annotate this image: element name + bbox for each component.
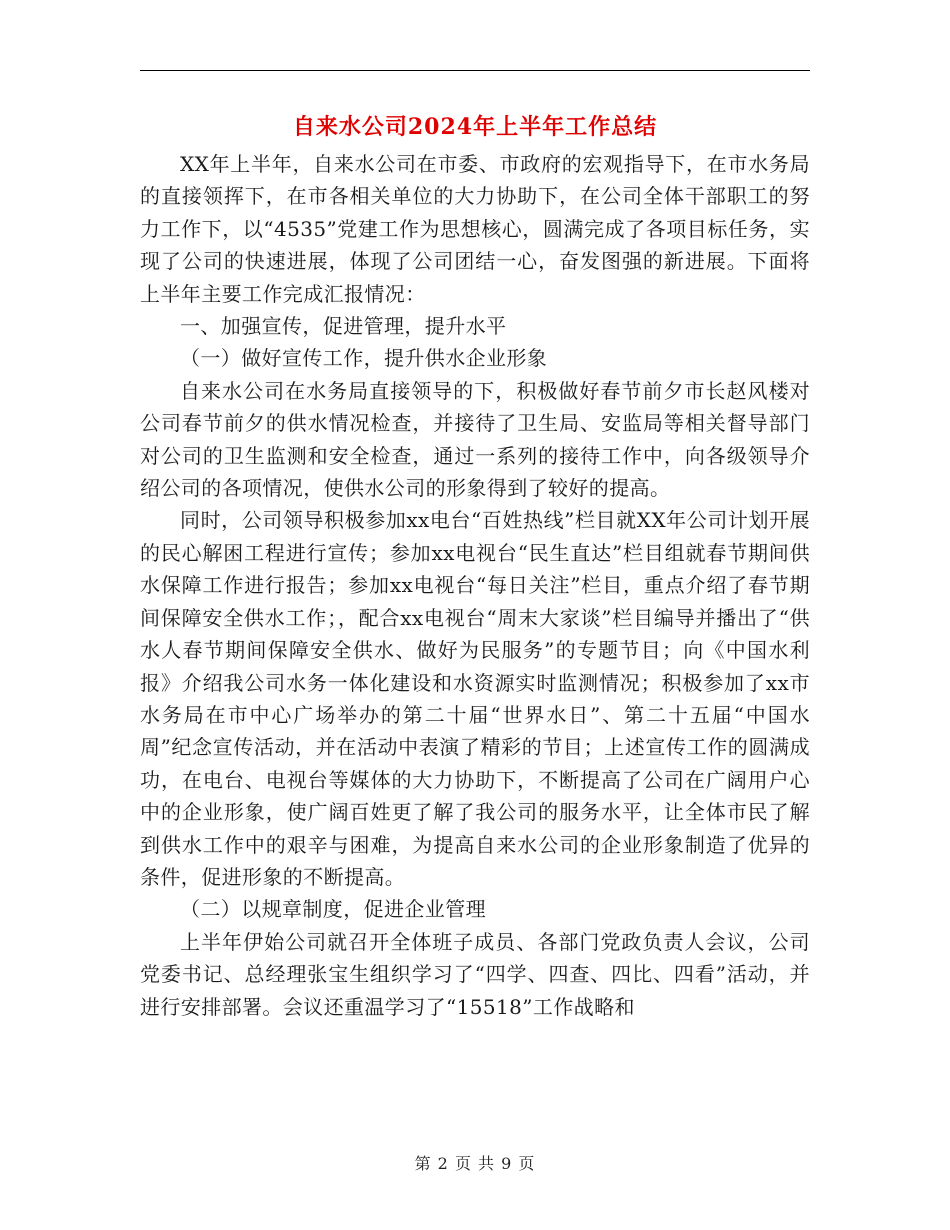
header-rule [140, 70, 810, 71]
page-number: 第 2 页 共 9 页 [414, 1154, 536, 1173]
paragraph-management: 上半年伊始公司就召开全体班子成员、各部门党政负责人会议，公司党委书记、总经理张宝生组织学习了“四学、四查、四比、四看”活动，并进行安排部署。会议还重温学习了“15518”工作战略和 [140, 929, 810, 1019]
document-title: 自来水公司2024年上半年工作总结 [292, 114, 658, 140]
subsection-heading-2: （二）以规章制度，促进企业管理 [180, 897, 486, 922]
paragraph-publicity-reception: 自来水公司在水务局直接领导的下，积极做好春节前夕市长赵风楼对公司春节前夕的供水情况检查，并接待了卫生局、安监局等相关督导部门对公司的卫生监测和安全检查，通过一系列的接待工作中，向各级领导介绍公司的各项情况，使供水公司的形象得到了较好的提高。 [140, 378, 810, 501]
paragraph-media-publicity: 同时，公司领导积极参加xx电台“百姓热线”栏目就XX年公司计划开展的民心解困工程进行宣传；参加xx电视台“民生直达”栏目组就春节期间供水保障工作进行报告；参加xx电视台“每日关注”栏目，重点介绍了春节期间保障安全供水工作；，配合xx电视台“周末大家谈”栏目编导并播出了“供水人春节期间保障安全供水、做好为民服务”的专题节目；向《中国水利报》介绍我公司水务一体化建设和水资源实时监测情况；积极参加了xx市水务局在市中心广场举办的第二十届“世界水日”、第二十五届“中国水周”纪念宣传活动，并在活动中表演了精彩的节目；上述宣传工作的圆满成功，在电台、电视台等媒体的大力协助下，不断提高了公司在广阔用户心中的企业形象，使广阔百姓更了解了我公司的服务水平，让全体市民了解到供水工作中的艰辛与困难，为提高自来水公司的企业形象制造了优异的条件，促进形象的不断提高。 [140, 508, 810, 889]
subsection-heading-1: （一）做好宣传工作，提升供水企业形象 [180, 346, 548, 371]
paragraph-intro: XX年上半年，自来水公司在市委、市政府的宏观指导下，在市水务局的直接领挥下，在市各相关单位的大力协助下，在公司全体干部职工的努力工作下，以“4535”党建工作为思想核心，圆满完成了各项目标任务，实现了公司的快速进展，体现了公司团结一心，奋发图强的新进展。下面将上半年主要工作完成汇报情况： [140, 152, 810, 306]
section-heading-1: 一、加强宣传，促进管理，提升水平 [180, 314, 507, 339]
document-body [140, 148, 810, 1023]
